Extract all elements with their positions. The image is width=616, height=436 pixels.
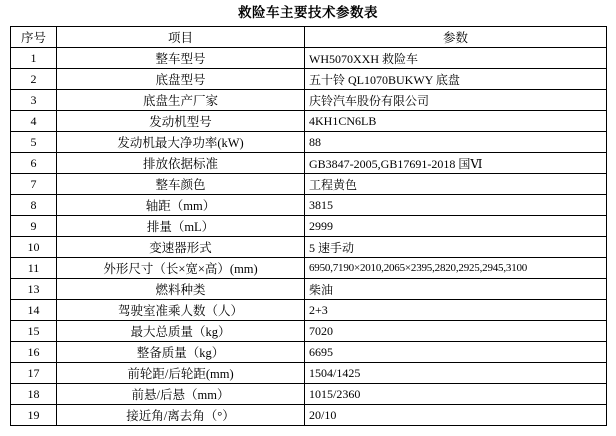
table-row [11, 132, 607, 153]
table-row [11, 258, 607, 279]
row-item-label: 前悬/后悬（mm） [57, 384, 305, 405]
row-number: 8 [11, 195, 57, 216]
row-item-value: 6950,7190×2010,2065×2395,2820,2925,2945,3100 [305, 258, 607, 279]
table-row [11, 237, 607, 258]
row-item-value: 2999 [305, 216, 607, 237]
row-item-label: 变速器形式 [57, 237, 305, 258]
table-row [11, 363, 607, 384]
row-item-value: 五十铃 QL1070BUKWY 底盘 [305, 69, 607, 90]
row-item-label: 发动机型号 [57, 111, 305, 132]
row-number: 17 [11, 363, 57, 384]
row-item-value: 20/10 [305, 405, 607, 426]
row-number: 13 [11, 279, 57, 300]
row-number: 5 [11, 132, 57, 153]
table-row [11, 153, 607, 174]
row-item-value: 1015/2360 [305, 384, 607, 405]
row-item-value: 4KH1CN6LB [305, 111, 607, 132]
row-item-label: 轴距（mm） [57, 195, 305, 216]
row-number: 18 [11, 384, 57, 405]
row-item-label: 最大总质量（kg） [57, 321, 305, 342]
row-number: 11 [11, 258, 57, 279]
row-item-label: 前轮距/后轮距(mm) [57, 363, 305, 384]
row-number: 2 [11, 69, 57, 90]
row-item-value: 工程黄色 [305, 174, 607, 195]
table-row [11, 279, 607, 300]
row-item-label: 整备质量（kg） [57, 342, 305, 363]
row-number: 19 [11, 405, 57, 426]
column-header-no: 序号 [11, 27, 57, 48]
row-item-value: 6695 [305, 342, 607, 363]
row-item-label: 燃料种类 [57, 279, 305, 300]
row-item-value: 7020 [305, 321, 607, 342]
row-number: 14 [11, 300, 57, 321]
row-item-value: WH5070XXH 救险车 [305, 48, 607, 69]
row-item-value: 2+3 [305, 300, 607, 321]
row-number: 15 [11, 321, 57, 342]
table-row [11, 405, 607, 426]
table-row [11, 111, 607, 132]
row-item-label: 驾驶室准乘人数（人） [57, 300, 305, 321]
row-item-label: 整车颜色 [57, 174, 305, 195]
row-item-value: 庆铃汽车股份有限公司 [305, 90, 607, 111]
row-item-label: 底盘生产厂家 [57, 90, 305, 111]
row-item-value: 1504/1425 [305, 363, 607, 384]
row-item-value: 5 速手动 [305, 237, 607, 258]
table-header-row [11, 27, 607, 48]
row-number: 10 [11, 237, 57, 258]
table-row [11, 342, 607, 363]
table-row [11, 321, 607, 342]
row-item-label: 发动机最大净功率(kW) [57, 132, 305, 153]
row-item-label: 排量（mL） [57, 216, 305, 237]
row-number: 16 [11, 342, 57, 363]
row-item-label: 排放依据标准 [57, 153, 305, 174]
row-item-value: 88 [305, 132, 607, 153]
column-header-item: 项目 [57, 27, 305, 48]
row-item-value: 3815 [305, 195, 607, 216]
row-number: 6 [11, 153, 57, 174]
table-row [11, 300, 607, 321]
row-number: 9 [11, 216, 57, 237]
parameters-table [10, 26, 607, 426]
row-item-label: 接近角/离去角（°） [57, 405, 305, 426]
table-row [11, 216, 607, 237]
row-number: 4 [11, 111, 57, 132]
table-row [11, 174, 607, 195]
table-row [11, 384, 607, 405]
row-item-value: GB3847-2005,GB17691-2018 国Ⅵ [305, 153, 607, 174]
row-item-label: 整车型号 [57, 48, 305, 69]
table-row [11, 195, 607, 216]
page-title: 救险车主要技术参数表 [238, 5, 378, 20]
row-item-label: 底盘型号 [57, 69, 305, 90]
table-row [11, 90, 607, 111]
row-number: 1 [11, 48, 57, 69]
row-item-label: 外形尺寸（长×宽×高）(mm) [57, 258, 305, 279]
row-number: 3 [11, 90, 57, 111]
row-number: 7 [11, 174, 57, 195]
column-header-value: 参数 [305, 27, 607, 48]
table-row [11, 69, 607, 90]
row-item-value: 柴油 [305, 279, 607, 300]
table-row [11, 48, 607, 69]
